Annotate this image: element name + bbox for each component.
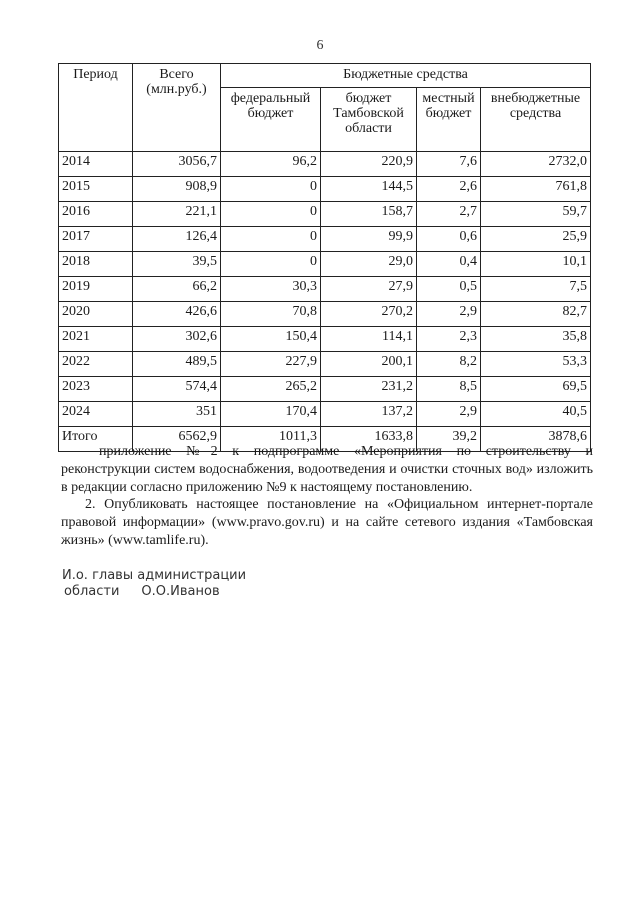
cell-extra: 7,5 xyxy=(481,277,591,302)
cell-period: 2014 xyxy=(59,152,133,177)
header-period: Период xyxy=(59,64,133,152)
cell-local: 2,3 xyxy=(417,327,481,352)
cell-total: 3056,7 xyxy=(133,152,221,177)
table-row xyxy=(59,302,591,327)
cell-total: 574,4 xyxy=(133,377,221,402)
cell-federal: 170,4 xyxy=(221,402,321,427)
cell-total: 221,1 xyxy=(133,202,221,227)
cell-regional: 200,1 xyxy=(321,352,417,377)
cell-regional: 1633,8 xyxy=(321,427,417,452)
cell-local: 0,5 xyxy=(417,277,481,302)
cell-period: 2020 xyxy=(59,302,133,327)
cell-extra: 2732,0 xyxy=(481,152,591,177)
cell-local: 8,5 xyxy=(417,377,481,402)
table-body xyxy=(59,152,591,452)
cell-extra: 69,5 xyxy=(481,377,591,402)
cell-local: 8,2 xyxy=(417,352,481,377)
cell-extra: 35,8 xyxy=(481,327,591,352)
cell-regional: 29,0 xyxy=(321,252,417,277)
cell-extra: 82,7 xyxy=(481,302,591,327)
cell-federal: 0 xyxy=(221,227,321,252)
table-row xyxy=(59,202,591,227)
cell-period: 2019 xyxy=(59,277,133,302)
paragraph-appendix: приложение №2 к подпрограмме «Мероприятия по строительству и реконструкции систем водоснабжения, водоотведения и очистки сточных вод» изложить в редакции согласно приложению №9 к настоящему постановлению. xyxy=(61,444,593,495)
cell-regional: 114,1 xyxy=(321,327,417,352)
cell-local: 0,4 xyxy=(417,252,481,277)
cell-extra: 10,1 xyxy=(481,252,591,277)
cell-local: 2,9 xyxy=(417,302,481,327)
table-row xyxy=(59,352,591,377)
cell-period: 2015 xyxy=(59,177,133,202)
cell-local: 2,6 xyxy=(417,177,481,202)
cell-period: 2021 xyxy=(59,327,133,352)
cell-federal: 96,2 xyxy=(221,152,321,177)
signature-title-line1: И.о. главы администрации xyxy=(62,568,247,583)
cell-period: Итого xyxy=(59,427,133,452)
cell-regional: 158,7 xyxy=(321,202,417,227)
table-row xyxy=(59,227,591,252)
cell-federal: 0 xyxy=(221,177,321,202)
cell-extra: 3878,6 xyxy=(481,427,591,452)
cell-period: 2024 xyxy=(59,402,133,427)
table-row xyxy=(59,277,591,302)
cell-local: 7,6 xyxy=(417,152,481,177)
cell-period: 2018 xyxy=(59,252,133,277)
cell-total: 6562,9 xyxy=(133,427,221,452)
cell-regional: 137,2 xyxy=(321,402,417,427)
table-row xyxy=(59,402,591,427)
cell-total: 66,2 xyxy=(133,277,221,302)
cell-regional: 270,2 xyxy=(321,302,417,327)
table-row xyxy=(59,327,591,352)
signature-block xyxy=(62,568,246,600)
cell-federal: 265,2 xyxy=(221,377,321,402)
cell-regional: 220,9 xyxy=(321,152,417,177)
cell-extra: 53,3 xyxy=(481,352,591,377)
cell-federal: 30,3 xyxy=(221,277,321,302)
cell-federal: 150,4 xyxy=(221,327,321,352)
budget-table xyxy=(58,63,591,452)
cell-total: 302,6 xyxy=(133,327,221,352)
table-row xyxy=(59,252,591,277)
cell-total: 126,4 xyxy=(133,227,221,252)
table-row xyxy=(59,377,591,402)
header-federal: федеральный бюджет xyxy=(221,88,321,152)
table-row xyxy=(59,152,591,177)
cell-federal: 227,9 xyxy=(221,352,321,377)
header-extrabudget: внебюджетные средства xyxy=(481,88,591,152)
cell-regional: 231,2 xyxy=(321,377,417,402)
cell-federal: 70,8 xyxy=(221,302,321,327)
cell-local: 0,6 xyxy=(417,227,481,252)
cell-local: 2,7 xyxy=(417,202,481,227)
header-budget-group: Бюджетные средства xyxy=(221,64,591,88)
cell-period: 2017 xyxy=(59,227,133,252)
signature-name: О.О.Иванов xyxy=(141,584,220,599)
cell-total: 351 xyxy=(133,402,221,427)
cell-period: 2022 xyxy=(59,352,133,377)
cell-total: 426,6 xyxy=(133,302,221,327)
cell-federal: 0 xyxy=(221,202,321,227)
cell-local: 39,2 xyxy=(417,427,481,452)
cell-total: 489,5 xyxy=(133,352,221,377)
cell-extra: 40,5 xyxy=(481,402,591,427)
cell-regional: 144,5 xyxy=(321,177,417,202)
table-row xyxy=(59,177,591,202)
header-total: Всего (млн.руб.) xyxy=(133,64,221,152)
cell-federal: 1011,3 xyxy=(221,427,321,452)
cell-total: 39,5 xyxy=(133,252,221,277)
cell-regional: 27,9 xyxy=(321,277,417,302)
cell-local: 2,9 xyxy=(417,402,481,427)
signature-title-line2-wrap xyxy=(62,584,246,600)
signature-title-line2: области xyxy=(64,584,120,599)
cell-total: 908,9 xyxy=(133,177,221,202)
cell-federal: 0 xyxy=(221,252,321,277)
cell-extra: 761,8 xyxy=(481,177,591,202)
paragraph-publish: 2. Опубликовать настоящее постановление на «Официальном интернет-портале правовой информации» (www.pravo.gov.ru) и на сайте сетевого издания «Тамбовская жизнь» (www.tamlife.ru). xyxy=(61,497,593,548)
cell-period: 2023 xyxy=(59,377,133,402)
header-regional: бюджет Тамбовской области xyxy=(321,88,417,152)
cell-regional: 99,9 xyxy=(321,227,417,252)
table-header-row xyxy=(59,64,591,88)
cell-period: 2016 xyxy=(59,202,133,227)
cell-extra: 59,7 xyxy=(481,202,591,227)
header-local: местный бюджет xyxy=(417,88,481,152)
page-number: 6 xyxy=(316,38,324,53)
cell-extra: 25,9 xyxy=(481,227,591,252)
